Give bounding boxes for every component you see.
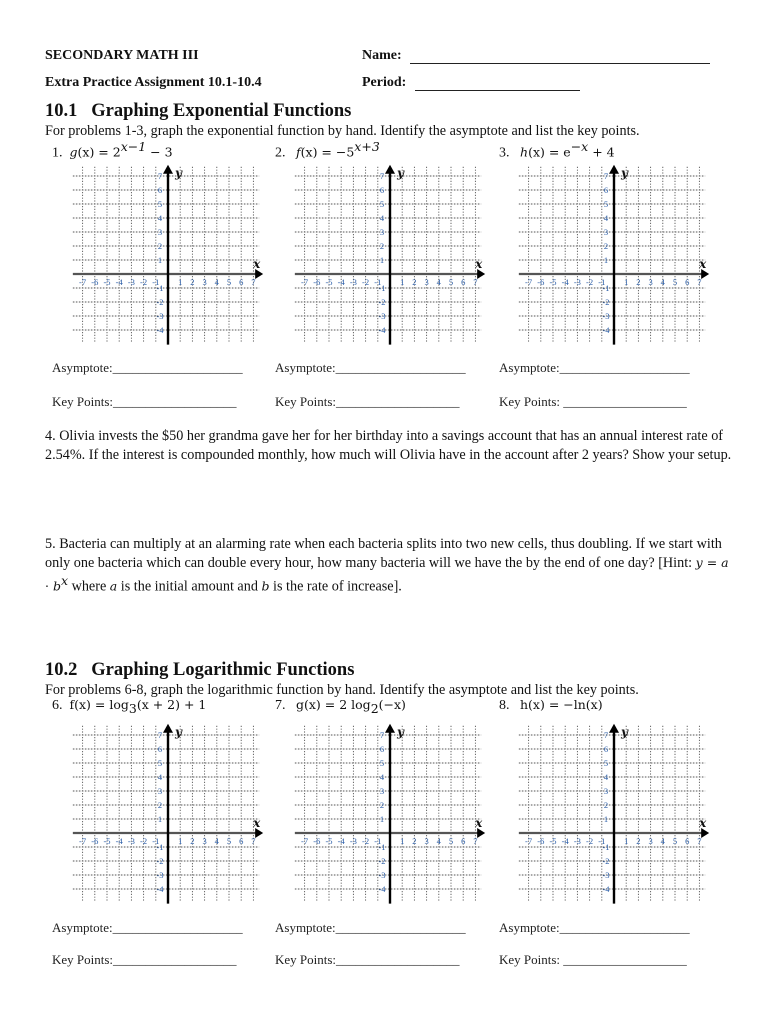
section-10-2-instructions: For problems 6-8, graph the logarithmic function by hand. Identify the asymptote and list the key points. [45,682,639,698]
y-tick-label: -4 [156,325,164,335]
y-tick-label: -2 [156,297,164,307]
key-points-blank[interactable]: ___________________ [113,394,237,409]
x-tick-label: -2 [140,836,148,846]
y-tick-label: 4 [603,772,609,782]
x-tick-label: -4 [561,836,569,846]
asymptote-label: Asymptote: [499,920,560,935]
y-tick-label: 6 [603,185,609,195]
y-tick-label: -1 [602,283,610,293]
asymptote-label: Asymptote: [52,920,113,935]
x-tick-label: -5 [325,277,333,287]
x-tick-label: 4 [660,836,665,846]
y-tick-label: 6 [157,185,163,195]
name-label: Name: [362,48,402,63]
x-tick-label: 1 [178,836,183,846]
text-part: is the initial amount and [117,578,262,595]
y-tick-label: 1 [379,255,385,265]
y-tick-label: 6 [379,185,385,195]
x-tick-label: -6 [91,277,99,287]
x-tick-label: 6 [239,836,244,846]
period-label: Period: [362,75,407,90]
x-tick-label: -7 [301,836,309,846]
x-axis-label: x [475,816,483,830]
y-tick-label: 5 [379,758,385,768]
y-tick-label: -4 [602,325,610,335]
x-tick-label: 4 [660,277,665,287]
x-tick-label: 7 [697,836,702,846]
x-tick-label: -1 [598,836,606,846]
x-tick-label: -6 [313,277,321,287]
x-tick-label: 2 [412,836,417,846]
y-tick-label: -3 [602,870,610,880]
y-tick-label: -3 [378,311,386,321]
y-tick-label: 5 [603,758,609,768]
x-tick-label: 5 [226,277,232,287]
key-points-blank[interactable]: ___________________ [113,952,237,967]
asymptote-2[interactable] [275,360,466,376]
x-tick-label: -5 [549,836,557,846]
y-tick-label: -1 [378,842,386,852]
asymptote-blank[interactable]: ____________________ [112,360,243,375]
x-tick-label: 2 [636,277,641,287]
y-tick-label: -1 [378,283,386,293]
function-expr: g(x) = 2 log [296,697,371,712]
x-axis-label: x [253,257,261,271]
y-tick-label: 1 [379,814,385,824]
section-number: 10.2 [45,660,78,680]
problem-5-text [45,535,735,596]
y-tick-label: 2 [157,800,163,810]
x-tick-label: 3 [202,836,207,846]
problem-number: 7. [275,698,286,713]
key-points-6[interactable] [52,952,237,968]
y-tick-label: 2 [603,241,609,251]
x-tick-label: -6 [537,836,545,846]
x-tick-label: 6 [685,277,690,287]
x-tick-label: 1 [400,277,405,287]
x-tick-label: -4 [115,277,123,287]
x-tick-label: -4 [337,836,345,846]
x-axis-label: x [475,257,483,271]
graph-grid-problem-8[interactable] [514,715,714,909]
x-axis-label: x [699,257,707,271]
x-tick-label: 4 [436,277,441,287]
y-tick-label: 4 [379,772,385,782]
y-tick-label: 1 [157,255,163,265]
key-points-label: Key Points: [275,394,337,409]
function-tail: − 3 [146,144,173,160]
x-tick-label: 6 [685,836,690,846]
y-tick-label: -2 [156,856,164,866]
y-axis-arrow-icon [163,165,173,174]
y-tick-label: 3 [379,786,385,796]
x-tick-label: 1 [178,277,183,287]
x-tick-label: -5 [325,836,333,846]
formula-exp: x [60,573,69,588]
period-field[interactable] [415,90,580,91]
y-tick-label: 2 [379,800,385,810]
y-tick-label: 7 [603,171,609,181]
x-tick-label: -3 [349,836,357,846]
x-tick-label: 7 [473,836,478,846]
function-tail: (x + 2) + 1 [136,697,207,712]
y-tick-label: 6 [379,744,385,754]
formula-b: b [52,578,61,594]
y-axis-arrow-icon [163,724,173,733]
x-tick-label: -2 [140,277,148,287]
y-tick-label: -3 [156,870,164,880]
function-expr: (x) = e [528,144,571,160]
problem-6 [52,697,206,716]
exponent: x−1 [120,139,147,154]
section-10-2-title [45,660,354,681]
graph-grid-problem-1[interactable] [68,156,268,350]
x-tick-label: 3 [424,836,429,846]
x-tick-label: -3 [127,277,135,287]
key-points-8[interactable] [499,952,687,968]
problem-4-text: 4. Olivia invests the $50 her grandma gave her for her birthday into a savings account that has an annual interest rate of 2.54%. If the interest is compounded monthly, how much will Olivia have in the account after 2 years? Show your setup. [45,428,732,463]
formula-dot: · [45,578,53,594]
x-tick-label: -2 [362,277,370,287]
x-tick-label: 2 [636,836,641,846]
y-axis-label: y [621,165,628,180]
y-tick-label: 1 [603,255,609,265]
y-tick-label: 4 [379,213,385,223]
x-tick-label: -4 [337,277,345,287]
x-tick-label: -3 [349,277,357,287]
y-tick-label: 5 [157,199,163,209]
x-tick-label: 1 [400,836,405,846]
asymptote-blank[interactable]: ____________________ [335,920,466,935]
x-tick-label: 2 [412,277,417,287]
y-tick-label: 6 [157,744,163,754]
x-tick-label: 3 [202,277,207,287]
y-tick-label: 3 [379,227,385,237]
x-tick-label: -3 [127,836,135,846]
formula-eq: = [702,554,722,570]
problem-number: 2. [275,145,286,161]
y-tick-label: 2 [379,241,385,251]
problem-8 [499,697,603,714]
x-tick-label: -2 [362,836,370,846]
y-tick-label: -4 [602,884,610,894]
y-tick-label: -4 [378,325,386,335]
x-tick-label: 2 [190,836,195,846]
x-tick-label: -7 [79,277,87,287]
y-axis-label: y [397,165,404,180]
x-tick-label: 2 [190,277,195,287]
name-field[interactable] [410,63,710,64]
key-points-label: Key Points: [52,394,114,409]
x-tick-label: 6 [461,836,466,846]
y-tick-label: 2 [157,241,163,251]
x-tick-label: -3 [573,836,581,846]
y-tick-label: 7 [603,730,609,740]
formula-y: y [695,554,703,570]
x-tick-label: -1 [598,277,606,287]
graph-grid-problem-6[interactable] [68,715,268,909]
key-points-7[interactable] [275,952,460,968]
x-axis-label: x [253,816,261,830]
y-axis-arrow-icon [609,165,619,174]
y-tick-label: -1 [602,842,610,852]
y-tick-label: 2 [603,800,609,810]
x-tick-label: -6 [91,836,99,846]
y-tick-label: 7 [379,730,385,740]
x-tick-label: -6 [537,277,545,287]
text-part: is the rate of increase]. [269,578,402,595]
function-tail: (−x) [378,697,406,712]
asymptote-blank[interactable]: ____________________ [559,360,690,375]
y-tick-label: 7 [379,171,385,181]
problem-7 [275,697,406,716]
x-tick-label: 3 [424,277,429,287]
asymptote-label: Asymptote: [275,360,336,375]
function-name: h [520,144,529,160]
graph-grid-problem-2[interactable] [290,156,490,350]
x-tick-label: 5 [448,277,454,287]
y-axis-arrow-icon [385,165,395,174]
y-tick-label: 3 [157,227,163,237]
x-tick-label: -5 [549,277,557,287]
y-axis-label: y [621,724,628,739]
key-points-label: Key Points: [52,952,114,967]
formula-a: a [721,554,729,570]
x-tick-label: 4 [214,836,219,846]
y-tick-label: -3 [156,311,164,321]
section-number: 10.1 [45,101,78,121]
section-10-1-instructions: For problems 1-3, graph the exponential function by hand. Identify the asymptote and list the key points. [45,123,640,139]
log-base: 3 [128,700,137,716]
problem-number: 6. [52,698,63,713]
x-tick-label: 3 [648,277,653,287]
x-tick-label: 5 [448,836,454,846]
x-tick-label: -1 [152,277,160,287]
y-tick-label: -3 [378,870,386,880]
asymptote-label: Asymptote: [499,360,560,375]
x-tick-label: -7 [525,277,533,287]
problem-number: 3. [499,145,510,161]
function-expr: (x) = 2 [77,144,121,160]
function-name: g [69,144,78,160]
y-tick-label: 4 [157,772,163,782]
asymptote-blank[interactable]: ____________________ [559,920,690,935]
key-points-label: Key Points: ___________________ [499,394,687,409]
y-tick-label: 7 [157,171,163,181]
var-b: b [261,578,270,594]
asymptote-blank[interactable]: ____________________ [112,920,243,935]
key-points-2[interactable] [275,394,460,410]
exponent: x+3 [354,139,380,154]
section-10-1-title [45,101,351,122]
x-tick-label: 7 [697,277,702,287]
y-tick-label: 3 [603,786,609,796]
y-tick-label: 1 [157,814,163,824]
y-tick-label: -2 [602,856,610,866]
x-tick-label: 1 [624,277,629,287]
key-points-1[interactable] [52,394,237,410]
y-tick-label: -4 [156,884,164,894]
x-tick-label: -5 [103,277,111,287]
x-tick-label: -1 [374,277,382,287]
x-tick-label: 4 [436,836,441,846]
y-tick-label: 5 [157,758,163,768]
x-tick-label: 3 [648,836,653,846]
course-title: SECONDARY MATH III [45,48,199,63]
x-tick-label: -7 [525,836,533,846]
asymptote-6[interactable] [52,920,243,936]
assignment-title: Extra Practice Assignment 10.1-10.4 [45,75,262,90]
function-expr: h(x) = −ln(x) [520,697,603,712]
graph-grid-problem-7[interactable] [290,715,490,909]
x-tick-label: 6 [461,277,466,287]
graph-grid-problem-3[interactable] [514,156,714,350]
x-tick-label: 5 [672,836,678,846]
y-tick-label: -2 [378,297,386,307]
x-tick-label: 1 [624,836,629,846]
asymptote-label: Asymptote: [52,360,113,375]
var-a: a [109,578,118,594]
y-tick-label: -2 [602,297,610,307]
log-base: 2 [370,700,379,716]
y-tick-label: -1 [156,842,164,852]
key-points-blank[interactable]: ___________________ [336,394,460,409]
x-tick-label: 5 [226,836,232,846]
y-tick-label: -4 [378,884,386,894]
y-tick-label: 6 [603,744,609,754]
y-axis-arrow-icon [385,724,395,733]
x-tick-label: -2 [586,836,594,846]
function-expr: f(x) = log [69,697,129,712]
y-tick-label: -1 [156,283,164,293]
x-tick-label: -5 [103,836,111,846]
x-tick-label: -3 [573,277,581,287]
x-tick-label: -2 [586,277,594,287]
section-name: Graphing Exponential Functions [91,101,352,121]
y-tick-label: -3 [602,311,610,321]
x-tick-label: -7 [79,836,87,846]
x-tick-label: -4 [115,836,123,846]
text-part: 5. Bacteria can multiply at an alarming rate when each bacteria splits into two new cells, thus doubling. If we start with only one bacteria which can double every hour, how many bacteria will we have the by the end of one day? [Hint: [45,536,722,571]
y-tick-label: -2 [378,856,386,866]
x-tick-label: 6 [239,277,244,287]
y-tick-label: 3 [603,227,609,237]
function-tail: + 4 [588,144,615,160]
key-points-label: Key Points: ___________________ [499,952,687,967]
x-tick-label: 7 [473,277,478,287]
x-tick-label: -1 [374,836,382,846]
asymptote-label: Asymptote: [275,920,336,935]
asymptote-8[interactable] [499,920,690,936]
x-tick-label: -4 [561,277,569,287]
y-axis-arrow-icon [609,724,619,733]
x-tick-label: 7 [251,836,256,846]
asymptote-7[interactable] [275,920,466,936]
x-tick-label: -7 [301,277,309,287]
y-tick-label: 4 [157,213,163,223]
asymptote-blank[interactable]: ____________________ [335,360,466,375]
exponent: −x [570,139,589,154]
y-axis-label: y [175,165,182,180]
key-points-label: Key Points: [275,952,337,967]
y-tick-label: 1 [603,814,609,824]
key-points-3[interactable] [499,394,687,410]
problem-number: 8. [499,698,510,713]
section-name: Graphing Logarithmic Functions [91,660,355,680]
y-tick-label: 4 [603,213,609,223]
x-axis-label: x [699,816,707,830]
asymptote-1[interactable] [52,360,243,376]
asymptote-3[interactable] [499,360,690,376]
problem-number: 1. [52,145,63,161]
key-points-blank[interactable]: ___________________ [336,952,460,967]
y-tick-label: 5 [603,199,609,209]
y-axis-label: y [175,724,182,739]
text-part: where [68,578,110,595]
function-name: f [296,144,301,160]
x-tick-label: 4 [214,277,219,287]
y-tick-label: 3 [157,786,163,796]
y-tick-label: 7 [157,730,163,740]
function-expr: (x) = −5 [300,144,355,160]
x-tick-label: -1 [152,836,160,846]
x-tick-label: -6 [313,836,321,846]
y-tick-label: 5 [379,199,385,209]
x-tick-label: 7 [251,277,256,287]
x-tick-label: 5 [672,277,678,287]
y-axis-label: y [397,724,404,739]
